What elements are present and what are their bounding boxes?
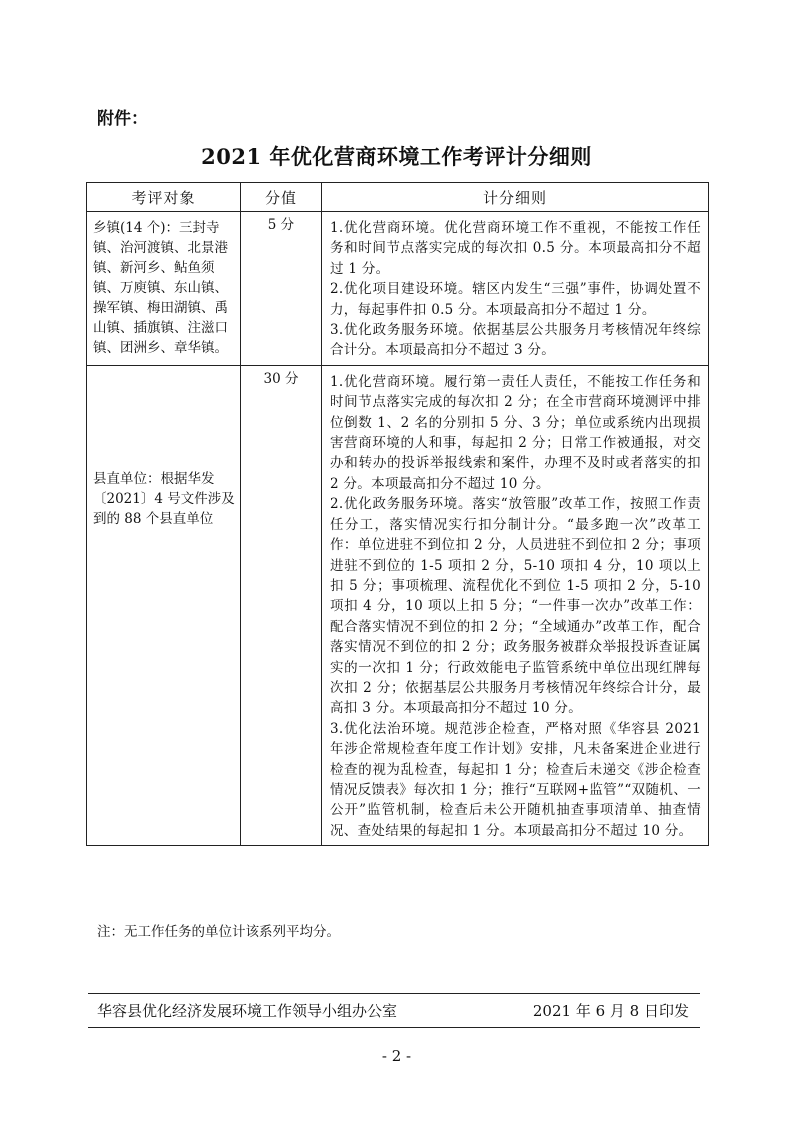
issue-date: 2021 年 6 月 8 日印发 [532,1002,689,1020]
detail-item: 3.优化法治环境。规范涉企检查，严格对照《华容县 2021 年涉企常规检查年度工作计划》安排，凡未备案进企业进行检查的视为乱检查，每起扣 1 分；检查后未递交《涉企检查情况反馈表》每次扣 1 分；推行“互联网+监管”“双随机、一公开”监管机制，检查后未公开随机抽查事项清单、抽查情况、查处结果的每起扣 1 分。本项最高扣分不超过 10 分。 [330,720,701,839]
issuer-footer [97,1000,689,1021]
issuer-name: 华容县优化经济发展环境工作领导小组办公室 [97,1002,398,1020]
scoring-rules-table [86,182,709,846]
document-title: 2021 年优化营商环境工作考评计分细则 [201,144,592,169]
footer-top-rule [88,993,700,994]
target-cell: 县直单位：根据华发〔2021〕4 号文件涉及到的 88 个县直单位 [87,365,241,845]
detail-item: 3.优化政务服务环境。依据基层公共服务月考核情况年终综合计分。本项最高扣分不超过 3 分。 [330,322,701,359]
column-header-details: 计分细则 [322,183,709,212]
attachment-label: 附件： [97,109,148,129]
detail-item: 1.优化营商环境。履行第一责任人责任，不能按工作任务和时间节点落实完成的每次扣 2 分；在全市营商环境测评中排位倒数 1、2 名的分别扣 5 分、3 分；单位或系统内出现损害营商环境的人和事，每起扣 2 分；日常工作被通报，对交办和转办的投诉举报线索和案件，办理不及时或者落实的扣 2 分。本项最高扣分不超过 10 分。 [330,373,701,492]
footnote: 注：无工作任务的单位计该系列平均分。 [97,924,340,940]
footer-bottom-rule [88,1027,700,1028]
column-header-score: 分值 [241,183,322,212]
score-cell: 5 分 [241,212,322,366]
table-row-county-units [87,365,709,845]
page-number: - 2 - [381,1047,412,1065]
detail-item: 1.优化营商环境。优化营商环境工作不重视，不能按工作任务和时间节点落实完成的每次扣 0.5 分。本项最高扣分不超过 1 分。 [330,220,701,277]
details-cell [322,212,709,366]
score-cell: 30 分 [241,365,322,845]
table-row-towns [87,212,709,366]
target-cell: 乡镇(14 个)：三封寺镇、治河渡镇、北景港镇、新河乡、鲇鱼须镇、万庾镇、东山镇、操军镇、梅田湖镇、禹山镇、插旗镇、注滋口镇、团洲乡、章华镇。 [87,212,241,366]
column-header-target: 考评对象 [87,183,241,212]
details-cell [322,365,709,845]
table-header-row [87,183,709,212]
detail-item: 2.优化项目建设环境。辖区内发生“三强”事件，协调处置不力，每起事件扣 0.5 分。本项最高扣分不超过 1 分。 [330,281,701,318]
detail-item: 2.优化政务服务环境。落实“放管服”改革工作，按照工作责任分工，落实情况实行扣分制计分。“最多跑一次”改革工作：单位进驻不到位扣 2 分，人员进驻不到位扣 2 分；事项进驻不到位的 1-5 项扣 2 分，5-10 项扣 4 分，10 项以上扣 5 分；事项梳理、流程优化不到位 1-5 项扣 2 分，5-10 项扣 4 分，10 项以上扣 5 分；“一件事一次办”改革工作：配合落实情况不到位的扣 2 分；“全域通办”改革工作，配合落实情况不到位的扣 2 分；政务服务被群众举报投诉查证属实的一次扣 1 分；行政效能电子监管系统中单位出现红牌每次扣 2 分；依据基层公共服务月考核情况年终综合计分，最高扣 3 分。本项最高扣分不超过 10 分。 [330,496,701,717]
